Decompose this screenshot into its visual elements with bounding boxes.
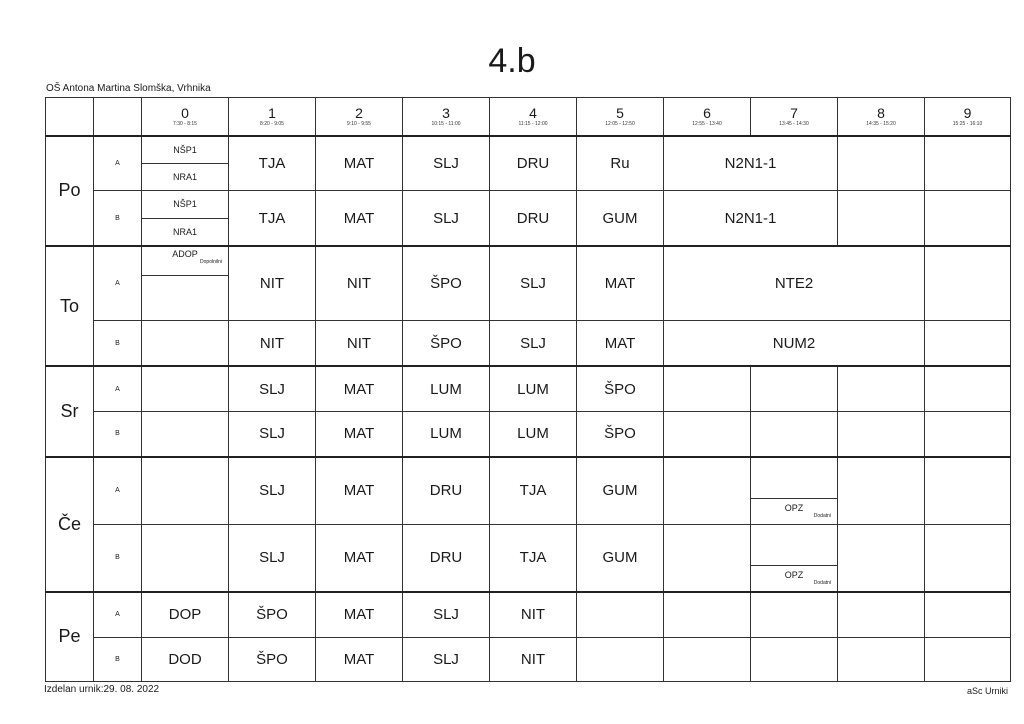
empty-cell — [838, 457, 925, 524]
lesson-cell: N2N1-1 — [664, 191, 838, 246]
lesson-cell: SLJ — [490, 246, 577, 321]
empty-cell — [664, 524, 751, 591]
period-header: 8 14:35 - 15:20 — [838, 98, 925, 136]
timetable — [45, 97, 1011, 682]
empty-cell — [925, 524, 1011, 591]
empty-cell — [664, 457, 751, 524]
lesson-cell: LUM — [490, 366, 577, 411]
lesson-cell: MAT — [316, 524, 403, 591]
empty-cell — [577, 592, 664, 637]
lesson-cell: NTE2 — [664, 246, 925, 321]
empty-cell — [577, 637, 664, 681]
empty-cell — [142, 366, 229, 411]
day-row-sr-a — [46, 366, 1011, 411]
lesson-cell: GUM — [577, 191, 664, 246]
lesson-cell: TJA — [490, 457, 577, 524]
empty-cell — [925, 592, 1011, 637]
lesson-cell: NUM2 — [664, 321, 925, 366]
lesson-cell: DRU — [490, 136, 577, 191]
lesson-cell: DRU — [403, 457, 490, 524]
period-header: 3 10:15 - 11:00 — [403, 98, 490, 136]
group-label: A — [94, 457, 142, 524]
empty-cell — [142, 524, 229, 591]
empty-cell — [142, 412, 229, 457]
lesson-cell: TJA — [229, 136, 316, 191]
empty-cell — [664, 366, 751, 411]
page-title: 4.b — [488, 42, 536, 80]
corner-cell — [46, 98, 94, 136]
lesson-cell: SLJ — [229, 412, 316, 457]
empty-cell — [925, 366, 1011, 411]
lesson-cell: MAT — [316, 457, 403, 524]
period-header: 5 12:05 - 12:50 — [577, 98, 664, 136]
empty-cell — [925, 637, 1011, 681]
lesson-cell: ŠPO — [577, 412, 664, 457]
lesson-cell: SLJ — [403, 136, 490, 191]
lesson-cell: SLJ — [403, 592, 490, 637]
empty-cell — [142, 457, 229, 524]
empty-cell — [751, 637, 838, 681]
created-date: Izdelan urnik:29. 08. 2022 — [44, 684, 160, 695]
empty-cell — [838, 191, 925, 246]
group-label: A — [94, 366, 142, 411]
empty-cell — [838, 412, 925, 457]
period-header: 4 11:15 - 12:00 — [490, 98, 577, 136]
lesson-cell: NIT — [490, 592, 577, 637]
lesson-cell: SLJ — [229, 366, 316, 411]
period-header: 7 13:45 - 14:30 — [751, 98, 838, 136]
day-row-pe-b — [46, 637, 1011, 681]
empty-cell — [838, 637, 925, 681]
lesson-cell: TJA — [229, 191, 316, 246]
lesson-cell: ŠPO — [577, 366, 664, 411]
lesson-cell: SLJ — [229, 524, 316, 591]
empty-cell — [664, 412, 751, 457]
empty-cell — [142, 321, 229, 366]
lesson-cell: ŠPO — [403, 321, 490, 366]
empty-cell — [751, 366, 838, 411]
group-label: A — [94, 592, 142, 637]
lesson-cell: LUM — [403, 412, 490, 457]
lesson-cell: N2N1-1 — [664, 136, 838, 191]
lesson-cell: MAT — [316, 592, 403, 637]
day-label: Pe — [46, 592, 94, 682]
lesson-cell: DOP — [142, 592, 229, 637]
empty-cell — [925, 246, 1011, 321]
lesson-cell: DOD — [142, 637, 229, 681]
day-row-ce-b — [46, 524, 1011, 591]
empty-cell — [838, 592, 925, 637]
lesson-cell: LUM — [403, 366, 490, 411]
lesson-cell: ŠPO — [229, 592, 316, 637]
lesson-cell: MAT — [316, 366, 403, 411]
day-label: Sr — [46, 366, 94, 457]
lesson-cell: Ru — [577, 136, 664, 191]
lesson-cell: MAT — [316, 637, 403, 681]
group-label: A — [94, 136, 142, 191]
header-row — [46, 98, 1011, 136]
lesson-cell: SLJ — [403, 637, 490, 681]
day-row-sr-b — [46, 412, 1011, 457]
empty-cell — [925, 412, 1011, 457]
day-row-po-a — [46, 136, 1011, 191]
lesson-cell: ADOP Dopolnilni — [142, 246, 229, 321]
period-header: 2 9:10 - 9:55 — [316, 98, 403, 136]
day-row-pe-a — [46, 592, 1011, 637]
period-header: 6 12:55 - 13:40 — [664, 98, 751, 136]
group-label: B — [94, 191, 142, 246]
lesson-cell: GUM — [577, 524, 664, 591]
empty-cell — [751, 412, 838, 457]
period-header: 0 7:30 - 8:15 — [142, 98, 229, 136]
empty-cell — [925, 191, 1011, 246]
lesson-cell: NIT — [316, 246, 403, 321]
lesson-cell: SLJ — [490, 321, 577, 366]
group-label: B — [94, 412, 142, 457]
day-label: Po — [46, 136, 94, 246]
day-row-po-b — [46, 191, 1011, 246]
lesson-cell: NŠP1 NRA1 — [142, 136, 229, 191]
lesson-cell: MAT — [577, 321, 664, 366]
empty-cell — [925, 321, 1011, 366]
group-label: B — [94, 524, 142, 591]
lesson-cell: MAT — [316, 412, 403, 457]
empty-cell — [838, 366, 925, 411]
lesson-cell: ŠPO — [229, 637, 316, 681]
day-row-to-a — [46, 246, 1011, 321]
lesson-cell: GUM — [577, 457, 664, 524]
lesson-cell: LUM — [490, 412, 577, 457]
lesson-cell: OPZ Dodatni — [751, 524, 838, 591]
empty-cell — [664, 592, 751, 637]
period-header: 1 8:20 - 9:05 — [229, 98, 316, 136]
lesson-cell: ŠPO — [403, 246, 490, 321]
day-row-ce-a — [46, 457, 1011, 524]
lesson-cell: OPZ Dodatni — [751, 457, 838, 524]
lesson-cell: NŠP1 NRA1 — [142, 191, 229, 246]
lesson-cell: DRU — [403, 524, 490, 591]
empty-cell — [664, 637, 751, 681]
empty-cell — [925, 136, 1011, 191]
group-label: B — [94, 637, 142, 681]
group-label: A — [94, 246, 142, 321]
lesson-cell: NIT — [316, 321, 403, 366]
lesson-cell: DRU — [490, 191, 577, 246]
empty-cell — [838, 524, 925, 591]
lesson-cell: SLJ — [403, 191, 490, 246]
empty-cell — [751, 592, 838, 637]
group-label: B — [94, 321, 142, 366]
lesson-cell: MAT — [316, 136, 403, 191]
corner-cell — [94, 98, 142, 136]
day-row-to-b — [46, 321, 1011, 366]
lesson-cell: MAT — [316, 191, 403, 246]
school-name: OŠ Antona Martina Slomška, Vrhnika — [46, 83, 211, 94]
lesson-cell: NIT — [229, 246, 316, 321]
lesson-cell: MAT — [577, 246, 664, 321]
brand-label: aSc Urniki — [966, 686, 1008, 696]
day-label: Če — [46, 457, 94, 592]
lesson-cell: SLJ — [229, 457, 316, 524]
lesson-cell: NIT — [229, 321, 316, 366]
empty-cell — [838, 136, 925, 191]
period-header: 9 15:25 - 16:10 — [925, 98, 1011, 136]
empty-cell — [925, 457, 1011, 524]
lesson-cell: NIT — [490, 637, 577, 681]
day-label: To — [46, 246, 94, 366]
lesson-cell: TJA — [490, 524, 577, 591]
